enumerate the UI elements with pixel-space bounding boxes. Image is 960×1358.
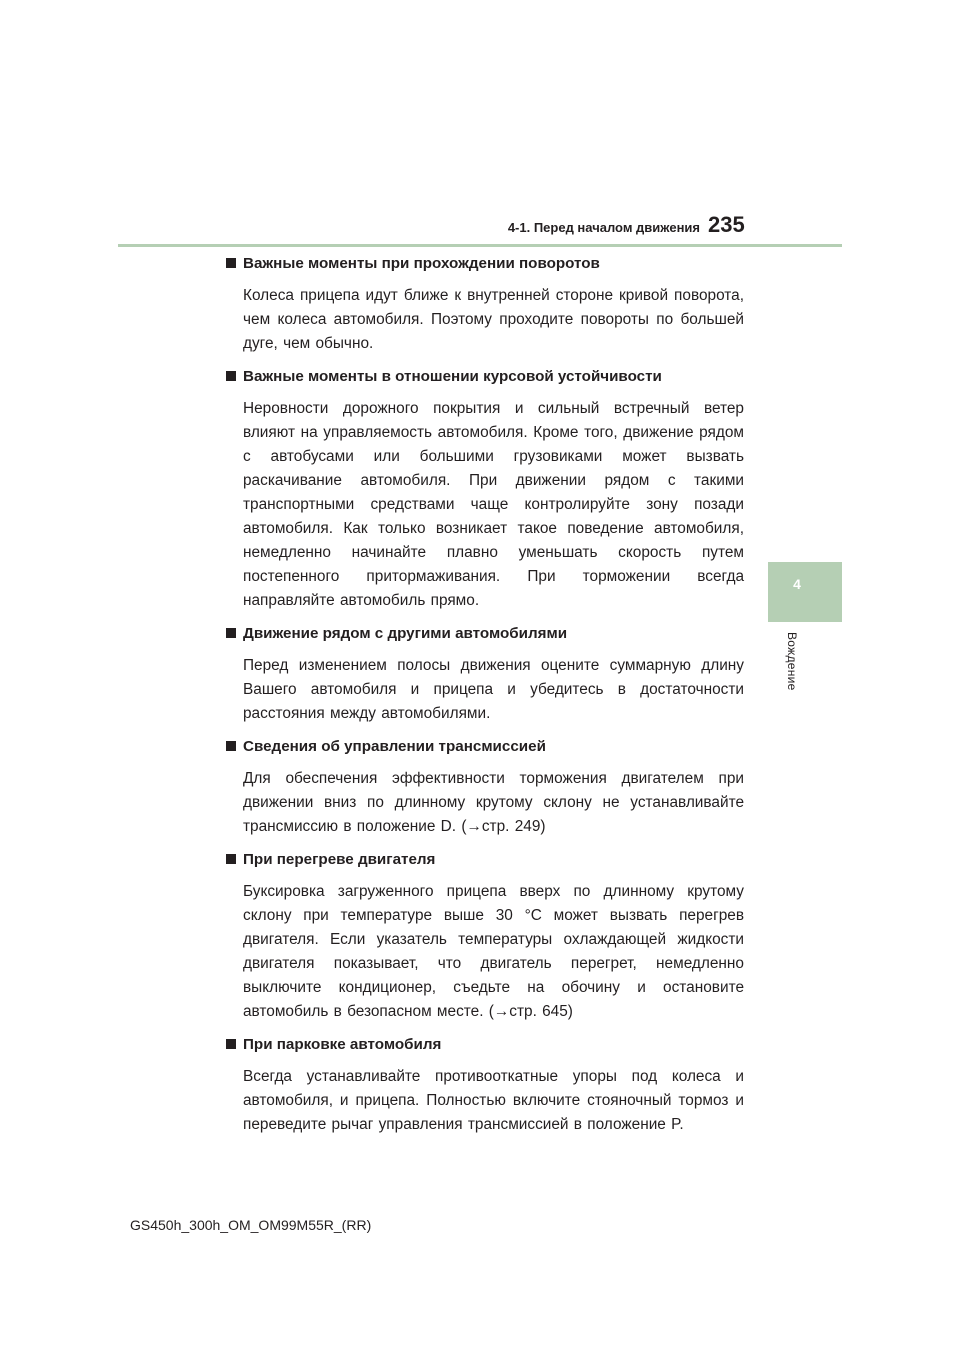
header-divider [118, 244, 842, 247]
section-heading-text: Сведения об управлении трансмиссией [243, 738, 546, 755]
section-heading [226, 365, 744, 389]
page-number: 235 [708, 212, 745, 237]
chapter-number: 4 [793, 576, 801, 592]
section-paragraph: Для обеспечения эффективности торможения двигателем при движении вниз по длинному крутому склону не устанавливайте трансмиссию в положение D. (→стр. 249) [243, 770, 744, 835]
section-paragraph: Колеса прицепа идут ближе к внутренней стороне кривой поворота, чем колеса автомобиля. Поэтому проходите повороты по большей дуге, чем обычно. [243, 287, 744, 352]
section-other-vehicles [226, 622, 744, 726]
header-section-title: 4-1. Перед началом движения [507, 220, 700, 235]
section-transmission [226, 735, 744, 839]
square-bullet-icon [226, 258, 236, 268]
section-heading-text: Важные моменты при прохождении поворотов [243, 255, 600, 272]
section-parking [226, 1033, 744, 1137]
page-content [226, 252, 744, 1146]
section-heading [226, 252, 744, 276]
chapter-label: Вождение [785, 632, 799, 691]
square-bullet-icon [226, 854, 236, 864]
document-code: GS450h_300h_OM_OM99M55R_(RR) [130, 1217, 372, 1233]
square-bullet-icon [226, 1039, 236, 1049]
section-heading [226, 735, 744, 759]
section-stability [226, 365, 744, 613]
section-heading-text: Важные моменты в отношении курсовой устойчивости [243, 368, 662, 385]
section-paragraph: Неровности дорожного покрытия и сильный встречный ветер влияют на управляемость автомобиля. Кроме того, движение рядом с автобусами или большими грузовиками может вызвать раскачивание автомобиля. При движении рядом с такими транспортными средствами чаще контролируйте зону позади автомобиля. Как только возникает такое поведение автомобиля, немедленно начинайте плавно уменьшать скорость путем постепенного притормаживания. При торможении всегда направляйте автомобиль прямо. [243, 400, 744, 609]
square-bullet-icon [226, 628, 236, 638]
section-paragraph: Буксировка загруженного прицепа вверх по длинному крутому склону при температуре выше 30 °C может вызвать перегрев двигателя. Если указатель температуры охлаждающей жидкости двигателя показывает, что двигатель перегрет, немедленно выключите кондиционер, съедьте на обочину и остановите автомобиль в безопасном месте. (→стр. 645) [243, 883, 744, 1020]
section-turning [226, 252, 744, 356]
section-overheating [226, 848, 744, 1024]
section-heading-text: Движение рядом с другими автомобилями [243, 625, 568, 642]
section-paragraph: Всегда устанавливайте противооткатные упоры под колеса и автомобиля, и прицепа. Полностью включите стояночный тормоз и переведите рычаг управления трансмиссией в положение P. [243, 1068, 744, 1133]
section-heading [226, 1033, 744, 1057]
square-bullet-icon [226, 741, 236, 751]
section-heading-text: При парковке автомобиля [243, 1036, 442, 1053]
chapter-tab [768, 562, 842, 622]
section-heading [226, 622, 744, 646]
square-bullet-icon [226, 371, 236, 381]
section-heading-text: При перегреве двигателя [243, 851, 436, 868]
section-heading [226, 848, 744, 872]
section-paragraph: Перед изменением полосы движения оцените суммарную длину Вашего автомобиля и прицепа и убедитесь в достаточности расстояния между автомобилями. [243, 657, 744, 722]
